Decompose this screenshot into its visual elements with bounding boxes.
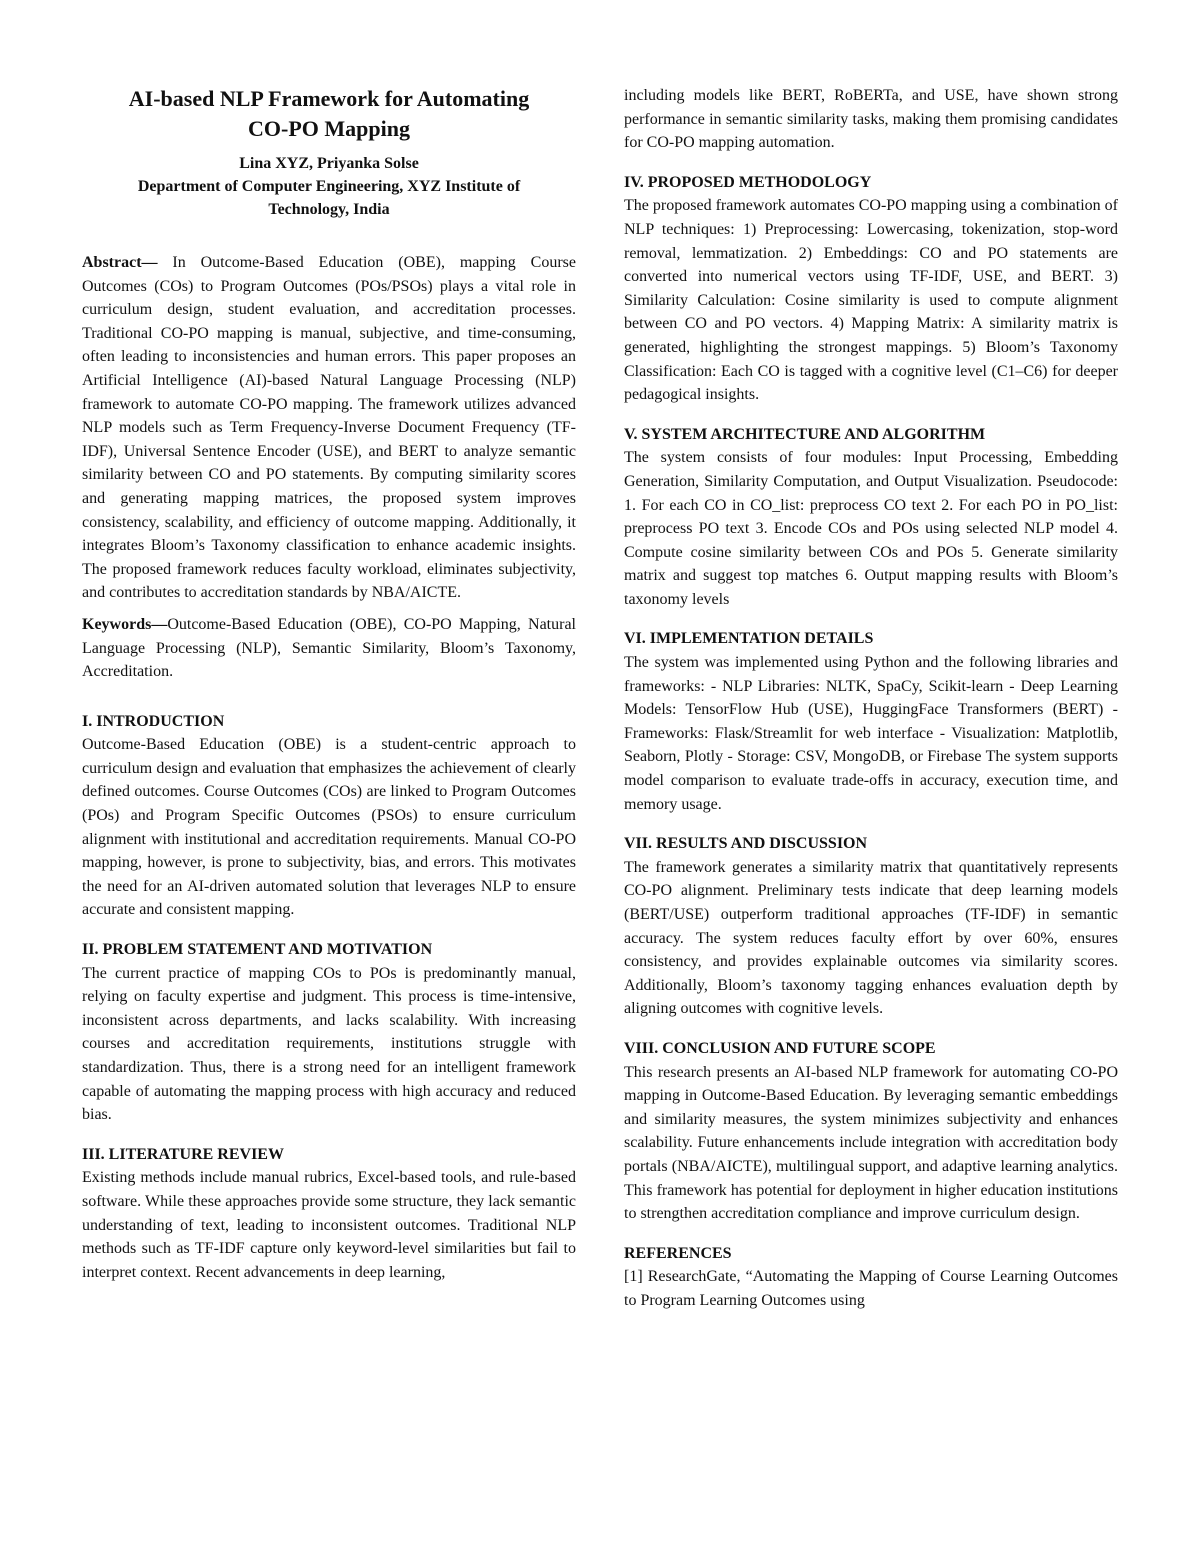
- section-heading-literature-review: III. LITERATURE REVIEW: [82, 1145, 284, 1163]
- section-text-methodology: The proposed framework automates CO-PO mapping using a combination of NLP techniques: 1) Preprocessing: Lowercasing, tokenization, stop-word removal, lemmatization. 2) Embeddings: CO and PO statements are converted into numerical vectors using TF-IDF, USE, and BERT. 3) Similarity Calculation: Cosine similarity is used to compute alignment between CO and PO vectors. 4) Mapping Matrix: A similarity matrix is generated, highlighting the strongest mappings. 5) Bloom’s Taxonomy Classification: Each CO is tagged with a cognitive level (C1–C6) for deeper pedagogical insights.: [624, 197, 1118, 404]
- section-text-literature-review-part2: including models like BERT, RoBERTa, and USE, have shown strong performance in semantic similarity tasks, making them promising candidates for CO-PO mapping automation.: [624, 87, 1118, 152]
- section-heading-architecture: V. SYSTEM ARCHITECTURE AND ALGORITHM: [624, 425, 986, 443]
- section-heading-conclusion: VIII. CONCLUSION AND FUTURE SCOPE: [624, 1039, 936, 1057]
- keywords: [82, 613, 576, 684]
- title-line-2: CO-PO Mapping: [248, 116, 410, 141]
- reference-item: [1] ResearchGate, “Automating the Mapping of Course Learning Outcomes to Program Learning Outcomes using: [624, 1268, 1118, 1309]
- section-heading-introduction: I. INTRODUCTION: [82, 712, 225, 730]
- section-text-architecture: The system consists of four modules: Input Processing, Embedding Generation, Similarity Computation, and Output Visualization. Pseudocode: 1. For each CO in CO_list: preprocess CO text 2. For each PO in PO_list: preprocess PO text 3. Encode COs and POs using selected NLP model 4. Compute cosine similarity between COs and POs 5. Generate similarity matrix and suggest top matches 6. Output mapping results with Bloom’s taxonomy levels: [624, 449, 1118, 608]
- left-column: [82, 84, 576, 1292]
- affiliation-line-1: Department of Computer Engineering, XYZ Institute of: [137, 178, 521, 195]
- authors: Lina XYZ, Priyanka Solse: [239, 155, 419, 172]
- abstract: [82, 251, 576, 605]
- section-heading-implementation: VI. IMPLEMENTATION DETAILS: [624, 630, 874, 648]
- section-heading-references: REFERENCES: [624, 1244, 732, 1262]
- section-text-introduction: Outcome-Based Education (OBE) is a student-centric approach to curriculum design and evaluation that emphasizes the achievement of clearly defined outcomes. Course Outcomes (COs) are linked to Program Outcomes (POs) and Program Specific Outcomes (PSOs) to ensure curriculum alignment with institutional and accreditation requirements. Manual CO-PO mapping, however, is prone to subjectivity, bias, and errors. This motivates the need for an AI-driven automated solution that leverages NLP to ensure accurate and consistent mapping.: [82, 736, 576, 919]
- section-text-implementation: The system was implemented using Python and the following libraries and frameworks: - NLP Libraries: NLTK, SpaCy, Scikit-learn - Deep Learning Models: TensorFlow Hub (USE), HuggingFace Transformers (BERT) - Frameworks: Flask/Streamlit for web interface - Visualization: Matplotlib, Seaborn, Plotly - Storage: CSV, MongoDB, or Firebase The system supports model comparison to evaluate trade-offs in accuracy, execution time, and memory usage.: [624, 654, 1118, 813]
- abstract-text: In Outcome-Based Education (OBE), mapping Course Outcomes (COs) to Program Outcomes (POs/PSOs) plays a vital role in curriculum design, student evaluation, and accreditation processes. Traditional CO-PO mapping is manual, subjective, and time-consuming, often leading to inconsistencies and human errors. This paper proposes an Artificial Intelligence (AI)-based Natural Language Processing (NLP) framework to automate CO-PO mapping. The framework utilizes advanced NLP models such as Term Frequency-Inverse Document Frequency (TF-IDF), Universal Sentence Encoder (USE), and BERT to analyze semantic similarity between CO and PO statements. By computing similarity scores and generating mapping matrices, the proposed system improves consistency, scalability, and efficiency of outcome mapping. Additionally, it integrates Bloom’s Taxonomy classification to enhance academic insights. The proposed framework reduces faculty workload, eliminates subjectivity, and contributes to accreditation standards by NBA/AICTE.: [82, 254, 576, 602]
- section-heading-results: VII. RESULTS AND DISCUSSION: [624, 835, 868, 853]
- section-text-results: The framework generates a similarity matrix that quantitatively represents CO-PO alignment. Preliminary tests indicate that deep learning models (BERT/USE) outperform traditional approaches (TF-IDF) in semantic accuracy. The system reduces faculty effort by over 60%, ensures consistency, and provides explainable outcomes via similarity scores. Additionally, Bloom’s taxonomy tagging enhances evaluation depth by aligning outcomes with cognitive levels.: [624, 858, 1118, 1018]
- keywords-label: Keywords—: [82, 615, 168, 633]
- keywords-text: Outcome-Based Education (OBE), CO-PO Mapping, Natural Language Processing (NLP), Semantic Similarity, Bloom’s Taxonomy, Accreditation.: [82, 615, 576, 681]
- section-heading-methodology: IV. PROPOSED METHODOLOGY: [624, 173, 872, 191]
- affiliation-line-2: Technology, India: [268, 201, 390, 218]
- section-text-problem-statement: The current practice of mapping COs to POs is predominantly manual, relying on faculty expertise and judgment. This process is time-intensive, inconsistent across departments, and lacks scalability. With increasing courses and accreditation requirements, institutions struggle with standardization. Thus, there is a strong need for an intelligent framework capable of automating the mapping process with high accuracy and reduced bias.: [82, 964, 576, 1124]
- title-line-1: AI-based NLP Framework for Automating: [128, 86, 530, 111]
- affiliation: [82, 175, 576, 221]
- section-text-literature-review-part1: Existing methods include manual rubrics, Excel-based tools, and rule-based software. While these approaches provide some structure, they lack semantic understanding of text, leading to inconsistent outcomes. Traditional NLP methods such as TF-IDF capture only keyword-level similarities but fail to interpret context. Recent advancements in deep learning,: [82, 1169, 576, 1281]
- right-column: [624, 84, 1118, 1321]
- section-heading-problem-statement: II. PROBLEM STATEMENT AND MOTIVATION: [82, 941, 433, 959]
- section-text-conclusion: This research presents an AI-based NLP framework for automating CO-PO mapping in Outcome-Based Education. By leveraging semantic embeddings and similarity measures, the system minimizes subjectivity and enhances scalability. Future enhancements include integration with accreditation body portals (NBA/AICTE), multilingual support, and adaptive learning analytics. This framework has potential for deployment in higher education institutions to strengthen accreditation compliance and improve curriculum design.: [624, 1063, 1118, 1223]
- paper-title: [82, 84, 576, 144]
- abstract-label: Abstract—: [82, 254, 158, 271]
